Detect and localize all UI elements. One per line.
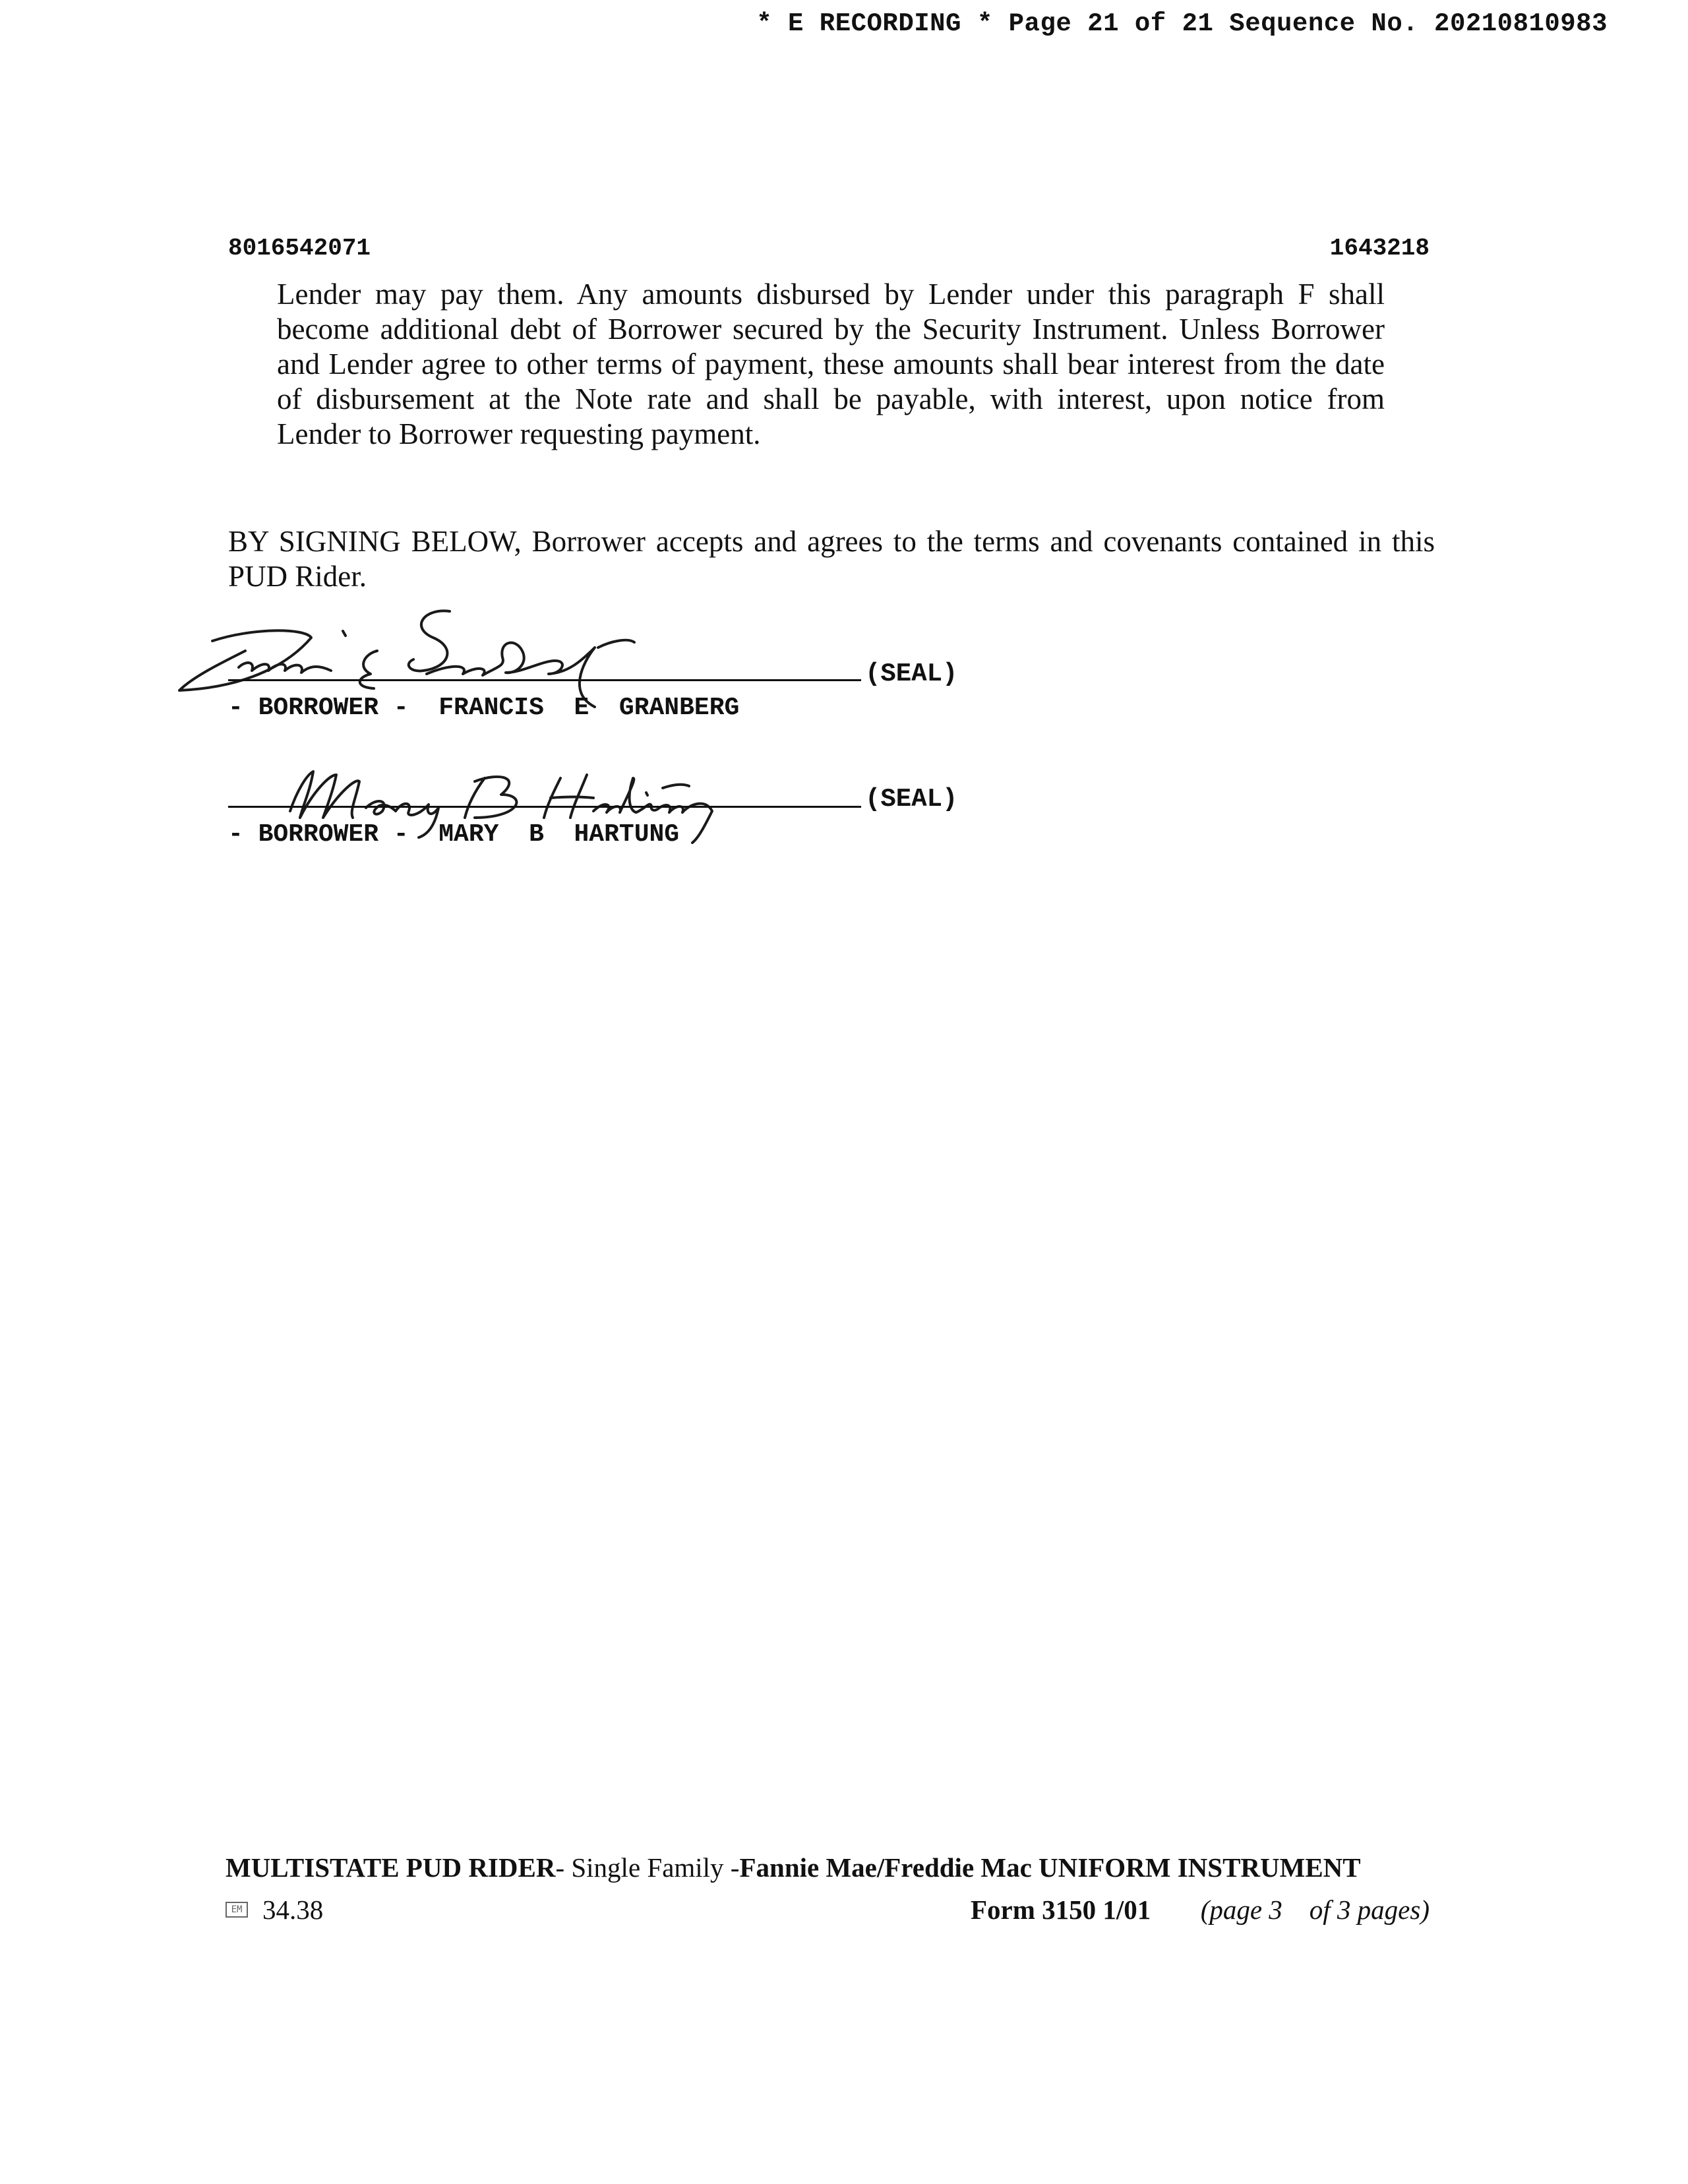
case-number: 1643218 <box>1329 235 1430 262</box>
borrower-name-label: - BORROWER - FRANCIS E GRANBERG <box>228 694 740 722</box>
paragraph-line: become additional debt of Borrower secured by the Security Instrument. Unless Borrower <box>277 313 1385 346</box>
form-title-bold-2: Fannie Mae/Freddie Mac UNIFORM INSTRUMENT <box>739 1852 1361 1883</box>
paragraph-f-continuation <box>277 277 1385 452</box>
paragraph-line: of disbursement at the Note rate and shall be payable, with interest, upon notice from <box>277 382 1385 415</box>
signature-line <box>228 806 861 808</box>
paragraph-line: and Lender agree to other terms of payment, these amounts shall bear interest from the date <box>277 348 1385 380</box>
recording-header: * E RECORDING * Page 21 of 21 Sequence No. 20210810983 <box>756 9 1608 38</box>
signing-acknowledgement <box>228 524 1435 594</box>
paragraph-line: Lender may pay them. Any amounts disbursed by Lender under this paragraph F shall <box>277 278 1385 311</box>
form-title-middle: - Single Family - <box>555 1852 740 1883</box>
seal-label: (SEAL) <box>865 659 958 688</box>
page-info: (page 3 of 3 pages) <box>1200 1895 1430 1925</box>
form-id: Form 3150 1/01 <box>971 1895 1151 1925</box>
signature-line <box>228 679 861 681</box>
acknowledgement-line: BY SIGNING BELOW, Borrower accepts and agrees to the terms and covenants contained in this <box>228 525 1435 558</box>
form-title <box>226 1852 1361 1883</box>
borrower-name-label: - BORROWER - MARY B HARTUNG <box>228 820 680 849</box>
seal-label: (SEAL) <box>865 785 958 814</box>
loan-number: 8016542071 <box>228 235 371 262</box>
ellie-mae-icon: EM <box>226 1902 248 1918</box>
acknowledgement-line: PUD Rider. <box>228 560 367 593</box>
form-code: 34.38 <box>262 1895 324 1925</box>
paragraph-line: Lender to Borrower requesting payment. <box>277 417 761 450</box>
form-title-bold: MULTISTATE PUD RIDER <box>226 1852 556 1883</box>
